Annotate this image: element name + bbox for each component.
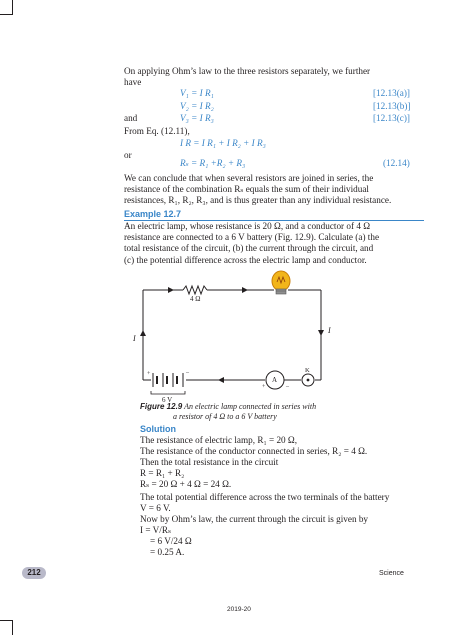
conclusion-line: resistances, R₁, R₂, R₃, and is thus greater than any individual resistance. [124, 195, 392, 206]
equation-v1: V₁ = I R₁ [180, 88, 214, 98]
figure-label: Figure 12.9 [140, 402, 183, 411]
and-word: and [124, 113, 138, 123]
example-line: total resistance of the circuit, (b) the current through the circuit, and [124, 243, 374, 254]
r-equation-1: R = R₁ + R₂ [140, 468, 185, 478]
pd-line: The total potential difference across the two terminals of the battery [140, 492, 390, 502]
key-contact [307, 379, 310, 382]
from-eq-text: From Eq. (12.11), [124, 126, 190, 136]
current-label-right: I [328, 326, 331, 335]
page-number: 212 [22, 567, 46, 579]
example-title: Example 12.7 [124, 209, 182, 219]
battery-plus: + [147, 371, 151, 377]
equation-sum: I R = I R₁ + I R₂ + I R₃ [180, 138, 266, 148]
solution-paragraph [140, 435, 430, 469]
solution-line: The resistance of the conductor connected in series, R₂ = 4 Ω. [140, 446, 368, 457]
solution-title: Solution [140, 424, 176, 434]
caption-line-1 [140, 402, 316, 412]
example-line: resistance are connected to a 6 V battery (Fig. 12.9). Calculate (a) the [124, 232, 380, 243]
equation-rs: Rₛ = R₁ +R₂ + R₃ [180, 158, 246, 168]
arrow-icon [318, 330, 324, 336]
or-word: or [124, 150, 132, 160]
equation-number: [12.13(c)] [373, 113, 410, 123]
lamp-icon [272, 271, 290, 294]
example-line: An electric lamp, whose resistance is 20 Ω, and a conductor of 4 Ω [124, 221, 371, 231]
ammeter-label: A [272, 376, 278, 384]
footer-subject: Science [379, 570, 404, 577]
equation-v3: V₃ = I R₃ [180, 113, 214, 123]
arrow-icon [140, 330, 146, 336]
arrow-icon [168, 287, 174, 293]
arrow-icon [218, 377, 224, 383]
conclusion-line: resistance of the combination Rₛ equals the sum of their individual [124, 184, 369, 195]
pd-paragraph [140, 492, 430, 514]
battery-minus: – [186, 370, 189, 376]
footer-year: 2019-20 [227, 606, 251, 613]
pd-line: V = 6 V. [140, 503, 171, 514]
intro-line: have [124, 77, 142, 88]
equation-v2: V₂ = I R₂ [180, 101, 214, 111]
caption-line-2: a resistor of 4 Ω to a 6 V battery [173, 411, 277, 421]
figure-caption [140, 402, 316, 421]
intro-line: On applying Ohm’s law to the three resistors separately, we further [124, 66, 371, 76]
equation-number: (12.14) [383, 158, 410, 168]
current-eq-1: I = V/Rₛ [140, 525, 172, 535]
equation-number: [12.13(b)] [373, 101, 411, 111]
caption-text: An electric lamp connected in series with [182, 402, 317, 411]
r-equation-2: Rₛ = 20 Ω + 4 Ω = 24 Ω. [140, 479, 232, 489]
solution-line: Then the total resistance in the circuit [140, 457, 279, 468]
ammeter-minus: – [286, 384, 289, 390]
current-eq-2: = 6 V/24 Ω [150, 536, 192, 546]
battery-label: 6 V [162, 396, 173, 404]
conclusion-line: We can conclude that when several resistors are joined in series, the [124, 173, 374, 183]
current-eq-3: = 0.25 A. [150, 547, 185, 557]
example-line: (c) the potential difference across the electric lamp and conductor. [124, 254, 367, 265]
current-label-left: I [133, 334, 136, 343]
solution-line: The resistance of electric lamp, R₁ = 20 Ω, [140, 435, 298, 445]
ammeter-plus: + [262, 384, 266, 390]
resistor [183, 286, 207, 294]
arrow-icon [242, 287, 248, 293]
battery-bracket [151, 391, 185, 394]
ohm-line: Now by Ohm’s law, the current through the circuit is given by [140, 514, 369, 524]
key-label: K [305, 367, 310, 374]
equation-number: [12.13(a)] [373, 88, 410, 98]
resistor-label: 4 Ω [190, 295, 201, 303]
